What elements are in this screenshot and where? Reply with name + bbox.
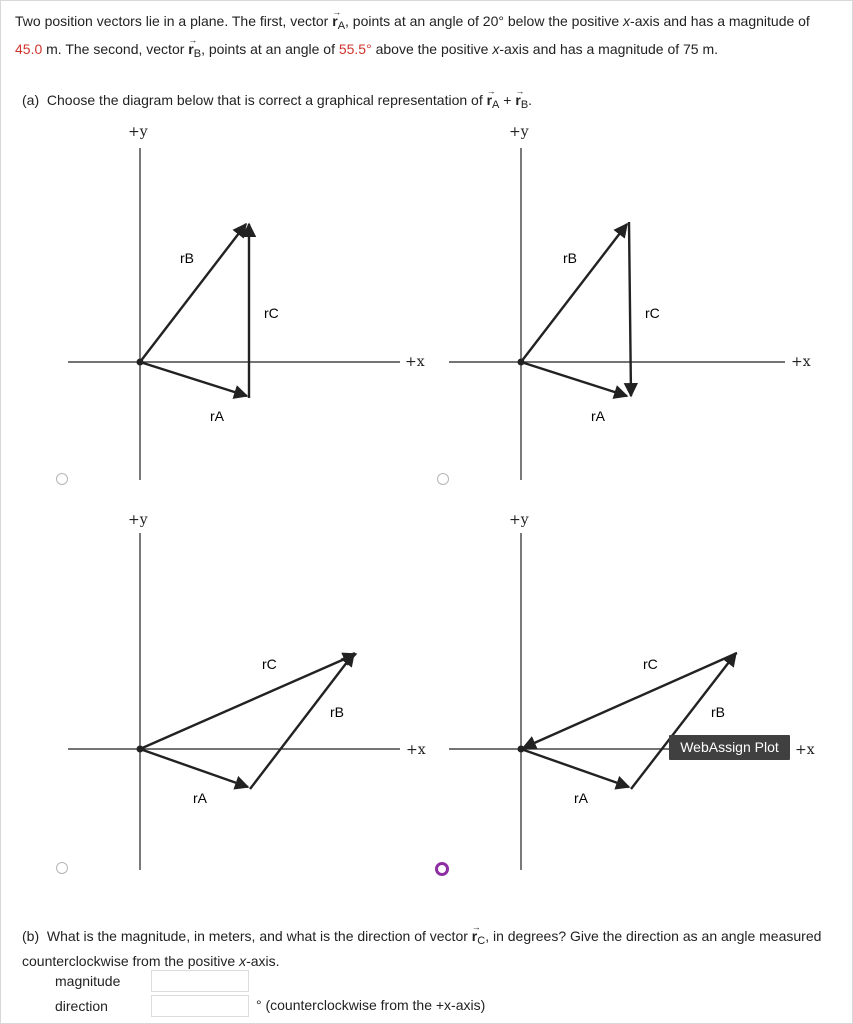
vector-rA-arrow [140, 362, 247, 396]
problem-statement: Two position vectors lie in a plane. The first, vector → $r_A$, points at an angle of 20° below the positive x-axis and has a magnitude of 45.0 m. The second, vector → $r_B$, points at an angle of 55.5° above the positive x-axis and has a magnitude of 75 m. [15, 10, 835, 66]
direction-units: ° (counterclockwise from the +x-axis) [256, 997, 486, 1013]
vector-rA-label: rA [591, 408, 606, 424]
vector-rC-label: rC [262, 656, 277, 672]
vector-rA-arrow [140, 749, 248, 787]
vector-rB-label: rB [330, 704, 345, 720]
y-axis-label: +y [509, 512, 529, 528]
vector-rA: → $r_A$ [332, 10, 345, 38]
vector-rB-label: rB [711, 704, 726, 720]
direction-label: direction [55, 998, 108, 1014]
x-axis-label: +x [795, 742, 815, 758]
diagram-2-radio[interactable] [437, 473, 449, 485]
vector-rB-arrow [140, 224, 246, 362]
vector-rB-arrow [250, 653, 354, 789]
vector-rB-arrow [631, 653, 736, 789]
vector-rC-label: rC [264, 305, 279, 321]
vector-rC-label: rC [645, 305, 660, 321]
vector-rB-label: rB [180, 250, 195, 266]
y-axis-label: +y [509, 124, 529, 140]
angle-B-value: 55.5° [338, 41, 372, 57]
vector-rA-label: rA [574, 790, 589, 806]
part-a-prompt: (a) Choose the diagram below that is correct a graphical representation of → $r_A$ + → $r_B$. [22, 89, 842, 117]
vector-rC-label: rC [643, 656, 658, 672]
diagram-3-radio[interactable] [56, 862, 68, 874]
vector-rC-arrow [523, 653, 737, 748]
x-axis-label: +x [405, 354, 425, 370]
diagram-option-3[interactable] [60, 505, 440, 875]
vector-rA-arrow [521, 362, 627, 396]
vector-rA-arrow [521, 749, 629, 787]
vector-rA-label: rA [210, 408, 225, 424]
vector-rC-arrow [629, 222, 631, 396]
vector-rB-label: rB [563, 250, 578, 266]
y-axis-label: +y [128, 512, 148, 528]
x-axis-label: +x [791, 354, 811, 370]
vector-rB-arrow [521, 224, 627, 362]
x-axis-label: +x [406, 742, 426, 758]
direction-input[interactable] [151, 995, 249, 1017]
vector-rB: → $r_B$ [188, 38, 201, 66]
diagram-4-radio[interactable] [435, 862, 449, 876]
diagram-option-1[interactable] [60, 120, 440, 490]
diagram-1-radio[interactable] [56, 473, 68, 485]
y-axis-label: +y [128, 124, 148, 140]
diagram-option-2[interactable] [440, 120, 830, 490]
webassign-plot-tooltip: WebAssign Plot [669, 735, 790, 760]
magnitude-label: magnitude [55, 973, 121, 989]
diagram-option-4[interactable] [440, 505, 830, 875]
magnitude-A-value: 45.0 [15, 41, 43, 57]
magnitude-input[interactable] [151, 970, 249, 992]
vector-rA-label: rA [193, 790, 208, 806]
vector-rC-arrow [140, 654, 356, 749]
part-b-prompt: (b) What is the magnitude, in meters, and what is the direction of vector → $r_C$, in degrees? Give the direction as an angle measured counterclockwise from the positive x-axis. [22, 926, 832, 971]
